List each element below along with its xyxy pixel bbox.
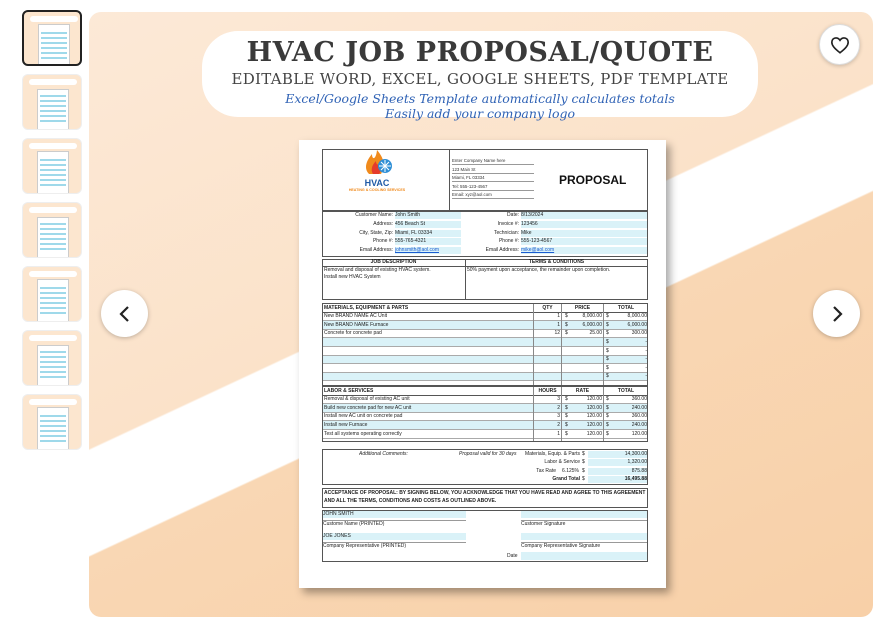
labor-row xyxy=(323,430,647,439)
labor-quantity[interactable]: 3 xyxy=(557,396,560,403)
material-header-cell: PRICE xyxy=(574,304,591,311)
labor-quantity[interactable]: 1 xyxy=(557,430,560,437)
totals-currency: $ xyxy=(582,476,585,483)
company-info-line: Miami, FL 03334 xyxy=(452,174,534,182)
thumbnail-line xyxy=(40,440,66,442)
material-currency: $ xyxy=(565,313,568,320)
customer-signature-field[interactable] xyxy=(521,511,647,518)
company-info-line: 123 Main St xyxy=(452,166,534,174)
material-price[interactable]: 6,000.00 xyxy=(582,321,602,328)
labor-price[interactable]: 120.00 xyxy=(586,430,602,437)
thumbnail-banner xyxy=(29,399,77,405)
previous-image-button[interactable] xyxy=(101,290,148,337)
labor-header-cell: RATE xyxy=(575,387,590,394)
material-total: - xyxy=(645,373,647,380)
thumbnail-7[interactable] xyxy=(22,394,82,450)
customer-field-value[interactable]: John Smith xyxy=(395,212,461,219)
chevron-right-icon xyxy=(830,305,844,323)
thumbnail-line xyxy=(40,120,66,122)
material-row xyxy=(323,356,647,365)
thumbnail-line xyxy=(40,351,66,353)
thumbnail-line xyxy=(40,435,66,437)
labor-total: 240.00 xyxy=(631,421,647,428)
logo-text: HVAC xyxy=(364,178,390,188)
listing-title: HVAC JOB PROPOSAL/QUOTE xyxy=(246,37,714,68)
invoice-field-label: Technician: xyxy=(493,229,519,236)
thumbnail-line xyxy=(41,32,67,34)
labor-header-cell: LABOR & SERVICES xyxy=(324,387,374,394)
rep-name-label: Company Representative (PRINTED) xyxy=(323,542,466,550)
labor-currency: $ xyxy=(565,404,568,411)
proposal-document xyxy=(299,140,666,588)
terms-text: 50% payment upon acceptance, the remainder upon completion. xyxy=(467,267,611,273)
thumbnail-line xyxy=(41,52,67,54)
thumbnail-line xyxy=(40,169,66,171)
labor-description[interactable]: Removal & disposal of existing AC unit xyxy=(324,396,410,403)
material-header-cell: MATERIALS, EQUIPMENT & PARTS xyxy=(324,304,409,311)
material-currency: $ xyxy=(606,356,609,363)
acceptance-text: ACCEPTANCE OF PROPOSAL: BY SIGNING BELOW, YOU ACKNOWLEDGE THAT YOU HAVE READ AND AGREE TO THIS AGREEMENT AND ALL THE TERMS, CONDITIONS AND COSTS AS OUTLINED ABOVE. xyxy=(324,490,646,504)
column-divider xyxy=(561,387,562,441)
flame-snowflake-icon xyxy=(359,148,395,176)
material-total: 300.00 xyxy=(631,330,647,337)
thumbnail-line xyxy=(40,287,66,289)
material-currency: $ xyxy=(565,321,568,328)
customer-signature-label: Customer Signature xyxy=(521,520,647,528)
labor-header-cell: HOURS xyxy=(538,387,557,394)
column-divider xyxy=(533,304,534,385)
thumbnail-line xyxy=(40,297,66,299)
invoice-field-label: Date: xyxy=(507,212,519,218)
material-currency: $ xyxy=(606,364,609,371)
labor-quantity[interactable]: 2 xyxy=(557,421,560,428)
labor-row xyxy=(323,404,647,413)
labor-total: 360.00 xyxy=(631,413,647,420)
invoice-field-value[interactable]: mike@aol.com xyxy=(521,247,647,254)
thumbnail-page xyxy=(38,24,70,66)
logo-subtext: HEATING & COOLING SERVICES xyxy=(348,188,406,192)
material-currency: $ xyxy=(606,313,609,320)
thumbnail-line xyxy=(40,228,66,230)
thumbnail-line xyxy=(40,376,66,378)
job-description-line: Install new HVAC System xyxy=(324,274,381,280)
labor-currency: $ xyxy=(565,413,568,420)
material-quantity[interactable]: 1 xyxy=(557,313,560,320)
labor-total: 360.00 xyxy=(631,396,647,403)
thumbnail-line xyxy=(40,115,66,117)
material-currency: $ xyxy=(565,330,568,337)
customer-field-value[interactable]: 456 Beach St xyxy=(395,221,461,228)
thumbnail-line xyxy=(40,371,66,373)
tax-rate-value[interactable]: 6.125% xyxy=(562,467,579,474)
material-row xyxy=(323,313,647,322)
material-total: - xyxy=(645,356,647,363)
labor-row xyxy=(323,396,647,405)
totals-label: Labor & Service xyxy=(544,459,580,466)
labor-currency: $ xyxy=(565,396,568,403)
next-image-button[interactable] xyxy=(813,290,860,337)
labor-price[interactable]: 120.00 xyxy=(586,413,602,420)
divider xyxy=(449,149,450,211)
material-total: - xyxy=(645,338,647,345)
material-currency: $ xyxy=(606,347,609,354)
thumbnail-line xyxy=(40,248,66,250)
labor-quantity[interactable]: 3 xyxy=(557,413,560,420)
customer-field-label: Phone #: xyxy=(372,238,393,245)
date-field[interactable] xyxy=(521,552,647,560)
material-row xyxy=(323,373,647,382)
totals-value: 16,495.88 xyxy=(588,476,647,483)
thumbnail-line xyxy=(40,164,66,166)
thumbnail-line xyxy=(40,179,66,181)
material-row xyxy=(323,338,647,347)
labor-price[interactable]: 120.00 xyxy=(586,396,602,403)
rep-printed-name: JOE JONES xyxy=(323,533,466,540)
labor-currency: $ xyxy=(565,421,568,428)
thumbnail-line xyxy=(40,302,66,304)
thumbnail-4[interactable] xyxy=(22,202,82,258)
title-banner xyxy=(202,31,758,121)
customer-field-value[interactable]: johnsmith@aol.com xyxy=(395,247,461,254)
thumbnail-line xyxy=(40,238,66,240)
labor-row xyxy=(323,421,647,430)
customer-printed-name: JOHN SMITH xyxy=(323,511,466,518)
labor-currency: $ xyxy=(606,430,609,437)
thumbnail-line xyxy=(40,307,66,309)
customer-field-value[interactable]: Miami, FL 03334 xyxy=(395,230,461,237)
rep-signature-field[interactable] xyxy=(521,533,647,540)
rep-signature-label: Company Representative Signature xyxy=(521,542,647,550)
material-total: - xyxy=(645,364,647,371)
totals-currency: $ xyxy=(582,459,585,466)
totals-currency: $ xyxy=(582,467,585,474)
proposal-heading: PROPOSAL xyxy=(559,173,627,187)
material-total: 8,000.00 xyxy=(627,313,647,320)
column-divider xyxy=(561,304,562,385)
thumbnail-banner xyxy=(29,271,77,277)
thumbnail-line xyxy=(40,356,66,358)
thumbnail-line xyxy=(40,174,66,176)
terms-header: TERMS & CONDITIONS xyxy=(465,259,648,267)
thumbnail-1[interactable] xyxy=(22,10,82,66)
material-description[interactable]: New BRAND NAME AC Unit xyxy=(324,313,388,320)
thumbnail-line xyxy=(40,425,66,427)
column-divider xyxy=(603,304,604,385)
thumbnail-line xyxy=(40,430,66,432)
totals-label: Grand Total xyxy=(552,476,580,483)
thumbnail-page xyxy=(37,407,69,450)
material-price[interactable]: 25.00 xyxy=(589,330,602,337)
company-info-line: Tel: 555-123-4567 xyxy=(452,183,534,191)
thumbnail-line xyxy=(40,105,66,107)
customer-field-label: Customer Name: xyxy=(355,212,393,218)
thumbnail-line xyxy=(41,47,67,49)
materials-table xyxy=(322,303,648,386)
company-logo xyxy=(337,148,417,208)
customer-field-value[interactable]: 555-765-4321 xyxy=(395,238,461,245)
favorite-button[interactable] xyxy=(819,24,860,65)
company-info-line: Enter Company Name here xyxy=(452,157,534,165)
thumbnail-line xyxy=(40,184,66,186)
labor-currency: $ xyxy=(565,430,568,437)
thumbnail-line xyxy=(40,95,66,97)
labor-total: 240.00 xyxy=(631,404,647,411)
labor-total: 120.00 xyxy=(631,430,647,437)
thumbnail-line xyxy=(40,233,66,235)
labor-currency: $ xyxy=(606,421,609,428)
labor-currency: $ xyxy=(606,404,609,411)
validity-note: Proposal valid for 30 days xyxy=(459,451,517,457)
listing-feature-2: Easily add your company logo xyxy=(384,106,575,121)
heart-icon xyxy=(830,36,850,54)
thumbnail-banner xyxy=(29,79,77,85)
column-divider xyxy=(603,387,604,441)
thumbnail-line xyxy=(40,366,66,368)
thumbnail-line xyxy=(40,361,66,363)
invoice-field-value[interactable]: 123456 xyxy=(521,221,647,228)
invoice-field-label: Phone #: xyxy=(498,238,519,245)
material-description[interactable]: Concrete for concrete pad xyxy=(324,330,382,337)
totals-value: 1,320.00 xyxy=(588,459,647,466)
thumbnail-banner xyxy=(29,143,77,149)
job-description-header: JOB DESCRIPTION xyxy=(322,259,465,267)
thumbnail-line xyxy=(41,42,67,44)
material-currency: $ xyxy=(606,338,609,345)
labor-header-cell: TOTAL xyxy=(617,387,635,394)
material-row xyxy=(323,330,647,339)
labor-currency: $ xyxy=(606,396,609,403)
material-header-cell: QTY xyxy=(542,304,553,311)
labor-description[interactable]: Test all systems operating correctly xyxy=(324,430,402,437)
labor-price[interactable]: 120.00 xyxy=(586,421,602,428)
company-info-line: Email: xyz@aol.com xyxy=(452,191,534,199)
labor-price[interactable]: 120.00 xyxy=(586,404,602,411)
material-total: - xyxy=(645,347,647,354)
additional-comments-label: Additional Comments: xyxy=(359,451,408,457)
material-row xyxy=(323,364,647,373)
labor-description[interactable]: Install new Furnace xyxy=(324,421,368,428)
thumbnail-line xyxy=(40,223,66,225)
thumbnail-page xyxy=(37,151,69,194)
material-header-row xyxy=(323,304,647,313)
thumbnail-banner xyxy=(30,16,78,22)
thumbnail-line xyxy=(41,57,67,59)
thumbnail-banner xyxy=(29,207,77,213)
thumbnail-line xyxy=(40,110,66,112)
listing-feature-1: Excel/Google Sheets Template automatically calculates totals xyxy=(285,91,675,106)
material-currency: $ xyxy=(606,373,609,380)
thumbnail-line xyxy=(40,292,66,294)
thumbnail-page xyxy=(37,279,69,322)
chevron-left-icon xyxy=(118,305,132,323)
thumbnail-line xyxy=(40,312,66,314)
labor-description[interactable]: Build new concrete pad for new AC unit xyxy=(324,404,412,411)
totals-label: Tax Rate xyxy=(536,467,556,474)
thumbnail-6[interactable] xyxy=(22,330,82,386)
thumbnail-strip xyxy=(22,10,84,458)
column-divider xyxy=(533,387,534,441)
material-quantity[interactable]: 12 xyxy=(554,330,560,337)
material-header-cell: TOTAL xyxy=(617,304,635,311)
labor-currency: $ xyxy=(606,413,609,420)
thumbnail-line xyxy=(40,159,66,161)
totals-value: 14,300.00 xyxy=(588,451,647,458)
labor-table xyxy=(322,386,648,442)
labor-header-row xyxy=(323,387,647,396)
invoice-field-value[interactable]: 555-123-4567 xyxy=(521,238,647,245)
labor-description[interactable]: Install new AC unit on concrete pad xyxy=(324,413,403,420)
thumbnail-line xyxy=(40,415,66,417)
material-total: 6,000.00 xyxy=(627,321,647,328)
thumbnail-banner xyxy=(29,335,77,341)
material-row xyxy=(323,321,647,330)
labor-row xyxy=(323,413,647,422)
totals-label: Materials, Equip. & Parts xyxy=(524,451,580,457)
thumbnail-3[interactable] xyxy=(22,138,82,194)
customer-name-label: Custome Name (PRINTED) xyxy=(323,520,466,528)
listing-subtitle: EDITABLE WORD, EXCEL, GOOGLE SHEETS, PDF TEMPLATE xyxy=(231,70,729,88)
job-description-line: Removal and disposal of existing HVAC system. xyxy=(324,267,431,273)
invoice-field-label: Email Address: xyxy=(485,247,519,254)
material-currency: $ xyxy=(606,330,609,337)
customer-field-label: City, State, Zip: xyxy=(359,229,393,236)
material-row xyxy=(323,347,647,356)
invoice-field-value[interactable]: 8/13/2024 xyxy=(521,212,647,219)
thumbnail-2[interactable] xyxy=(22,74,82,130)
thumbnail-5[interactable] xyxy=(22,266,82,322)
material-currency: $ xyxy=(606,321,609,328)
invoice-field-label: Invoice #: xyxy=(497,220,519,227)
invoice-field-value[interactable]: Mike xyxy=(521,230,647,237)
material-quantity[interactable]: 1 xyxy=(557,321,560,328)
customer-field-label: Address: xyxy=(373,220,393,227)
customer-field-label: Email Address: xyxy=(359,247,393,254)
thumbnail-line xyxy=(41,37,67,39)
thumbnail-line xyxy=(40,100,66,102)
thumbnail-line xyxy=(40,420,66,422)
thumbnail-line xyxy=(40,243,66,245)
material-description[interactable]: New BRAND NAME Furnace xyxy=(324,321,389,328)
totals-currency: $ xyxy=(582,451,585,457)
date-label: Date xyxy=(507,553,518,559)
totals-value: 875.88 xyxy=(588,468,647,475)
material-price[interactable]: 8,000.00 xyxy=(582,313,602,320)
labor-quantity[interactable]: 2 xyxy=(557,404,560,411)
